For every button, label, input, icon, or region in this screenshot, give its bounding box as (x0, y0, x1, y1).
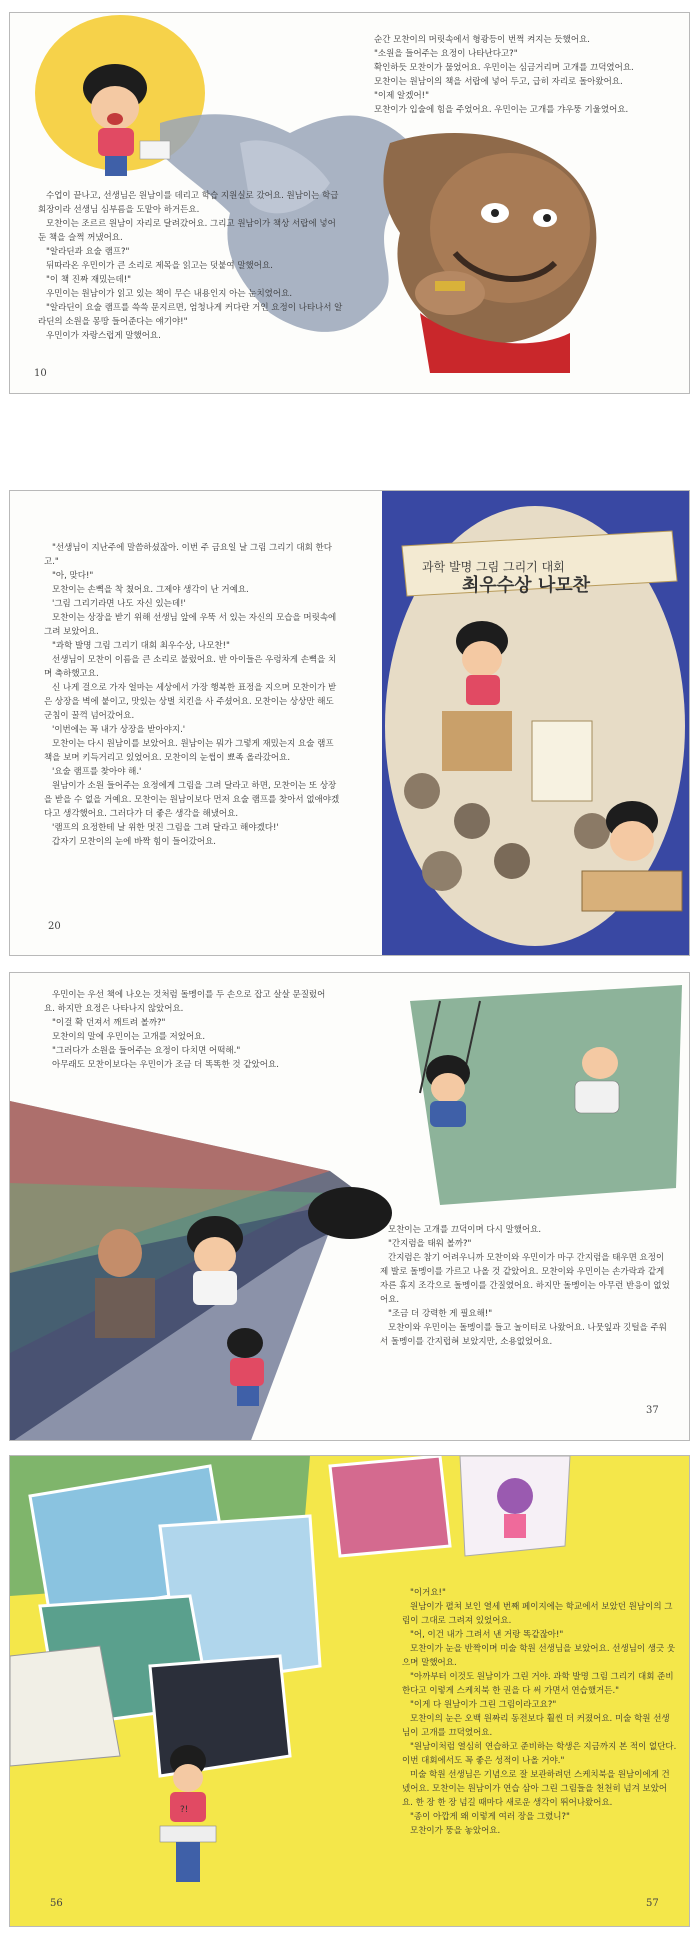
paragraph: "조금 더 강력한 게 필요해!" (388, 1309, 493, 1319)
paragraph: 신 나게 걸으로 가자 얼마는 세상에서 가장 행복한 표정을 지으며 모찬이가 받은 상장을 벽에 붙이고, 맛있는 상벌 치킨을 사 주셨어요. 모찬이는 상상만 해도 군침이 꿀꺽 넘어갔어요. (44, 683, 337, 721)
paragraph: '이번에는 꼭 내가 상장을 받아야지.' (52, 725, 186, 735)
paragraph: 우민이가 자랑스럽게 말했어요. (46, 331, 161, 341)
paragraph: "어, 이건 내가 그려서 낸 거랑 똑같잖아!" (410, 1630, 564, 1640)
spread-page-20 (9, 490, 690, 956)
page-number-left: 56 (50, 1898, 63, 1909)
paragraph: 우민이는 원남이가 읽고 있는 책이 무슨 내용인지 아는 눈치였어요. (46, 289, 293, 299)
paragraph: 갑자기 모찬이의 눈에 바짝 힘이 들어갔어요. (52, 837, 217, 847)
page-10-text-right (366, 33, 666, 117)
shirt-mark: ?! (180, 1805, 189, 1815)
page-number-right: 57 (646, 1898, 659, 1909)
paragraph: 모찬이는 고개를 끄덕이며 다시 말했어요. (388, 1225, 542, 1235)
paragraph: "소원을 들어주는 요정이 나타난다고?" (374, 49, 518, 59)
paragraph: 모찬이가 뚱을 놓았어요. (410, 1826, 501, 1836)
paragraph: 순간 모찬이의 머릿속에서 형광등이 번쩍 켜지는 듯했어요. (374, 35, 590, 45)
spread-page-56-57 (9, 1455, 690, 1927)
paragraph: 확인하듯 모찬이가 물었어요. 우민이는 심금거리며 고개를 끄덕였어요. (374, 63, 634, 73)
paragraph: 모찬이와 우민이는 돌멩이를 들고 놀이터로 나왔어요. 나뭇잎과 깃털을 주워서 돌멩이를 간지럽혀 보았지만, 소용없었어요. (380, 1323, 667, 1347)
paragraph: 모찬이의 말에 우민이는 고개를 저었어요. (52, 1032, 206, 1042)
paragraph: "그러다가 소원을 들어주는 요정이 다치면 어떡해." (52, 1046, 241, 1056)
page-number: 20 (48, 921, 61, 932)
award-classroom-illustration (382, 491, 689, 955)
banner-title: 과학 발명 그림 그리기 대회 (422, 560, 565, 574)
paragraph: 원남이가 소원 들어주는 요정에게 그림을 그려 달라고 하면, 모찬이는 또 상장을 받을 수 없을 거예요. 모찬이는 원남이보다 먼저 요술 램프를 찾아서 없애야겠다고 생각했어요. 그러다가 더 좋은 생각을 해냈어요. (44, 781, 340, 819)
paragraph: 수업이 끝나고, 선생님은 원남이를 데리고 학습 지원실로 갔어요. 원남이는 학급 회장이라 선생님 심부름을 도맡아 하거든요. (38, 191, 339, 215)
paragraph: "아까부터 이것도 원남이가 그린 거야. 과학 발명 그림 그리기 대회 준비한다고 이렇게 스케치북 한 권을 다 써 가면서 연습했거든." (402, 1672, 674, 1696)
paragraph: "이 책 진짜 재밌는데!" (46, 275, 132, 285)
paragraph: 모찬이는 상장을 받기 위해 선생님 앞에 우뚝 서 있는 자신의 모습을 머릿속에 그려 보았어요. (44, 613, 337, 637)
paragraph: 모찬이는 손뼉을 착 쳤어요. 그제야 생각이 난 거예요. (52, 585, 249, 595)
paragraph: 모찬이가 눈을 반짝이며 미술 학원 선생님을 보았어요. 선생님이 생긋 웃으며 말했어요. (402, 1644, 676, 1668)
banner-winner: 최우수상 나모찬 (462, 575, 590, 596)
paragraph: 모찬이의 눈은 오백 원짜리 동전보다 훨씬 더 커졌어요. 미술 학원 선생님이 고개를 끄덕였어요. (402, 1714, 670, 1738)
page-20-text (44, 541, 344, 849)
paragraph: 모찬이가 입술에 힘을 주었어요. 우민이는 고개를 갸우뚱 기울였어요. (374, 105, 629, 115)
paragraph: "알라딘이 요술 램프를 쓱쓱 문지르면, 엄청나게 커다란 거인 요정이 나타나서 알라딘의 소원을 몽땅 들어준다는 얘기야!" (38, 303, 343, 327)
paragraph: "알라딘과 요술 램프?" (46, 247, 130, 257)
paragraph: "아, 맞다!" (52, 571, 94, 581)
paragraph: 모찬이는 원남이의 책을 서랍에 넣어 두고, 급히 자리로 돌아왔어요. (374, 77, 623, 87)
paragraph: 뒤따라온 우민이가 큰 소리로 제목을 읽고는 덧붙여 말했어요. (46, 261, 273, 271)
page-10-text-left (38, 189, 344, 343)
page-number: 10 (34, 368, 47, 379)
paragraph: "이게 다 원남이가 그린 그림이라고요?" (410, 1700, 557, 1710)
paragraph: "간지럼을 태워 볼까?" (388, 1239, 472, 1249)
paragraph: "이거요!" (410, 1588, 446, 1598)
paragraph: 우민이는 우선 책에 나오는 것처럼 돌멩이를 두 손으로 잡고 살살 문질렀어요. 하지만 요정은 나타나지 않았어요. (44, 990, 326, 1014)
paragraph: '요술 램프를 찾아야 해.' (52, 767, 142, 777)
page-37-text-bottom (380, 1223, 670, 1349)
paragraph: 원남이가 펼쳐 보인 열세 번째 페이지에는 학교에서 보았던 원남이의 그림이 그대로 그려져 있었어요. (402, 1602, 673, 1626)
spread-page-10 (9, 12, 690, 394)
spread-page-37 (9, 972, 690, 1441)
paragraph: "원남이처럼 열심히 연습하고 준비하는 학생은 지금까지 본 적이 없단다. 이번 대회에서도 꼭 좋은 성적이 나올 거야." (402, 1742, 677, 1766)
paragraph: "과학 발명 그림 그리기 대회 최우수상, 나모찬!" (52, 641, 230, 651)
paragraph: 선생님이 모찬이 이름을 큰 소리로 불렀어요. 반 아이들은 우렁차게 손뼉을 치며 축하했고요. (44, 655, 337, 679)
paragraph: '램프의 요정한테 날 위한 멋진 그림을 그려 달라고 해야겠다!' (52, 823, 279, 833)
page-number: 37 (646, 1405, 659, 1416)
swing-stone-illustration (10, 973, 689, 1440)
paragraph: 모찬이는 다시 원남이를 보았어요. 원남이는 뭐가 그렇게 재밌는지 요술 램프 책을 보며 키득거리고 있었어요. 모찬이의 눈썹이 뾰족 올라갔어요. (44, 739, 334, 763)
paragraph: 간지럼은 참기 어려우니까 모찬이와 우민이가 마구 간지럼을 태우면 요정이 제 발로 돌멩이를 가르고 나올 것 같았어요. 모찬이와 우민이는 손가락과 같게 자른 휴지 조각으로 돌멩이를 간질였어요. 하지만 돌멩이는 아무런 반응이 없었어요. (380, 1253, 670, 1305)
page-57-text (402, 1586, 677, 1838)
paragraph: 모찬이는 조르르 원남이 자리로 달려갔어요. 그리고 원남이가 책상 서랍에 넣어 둔 책을 슬쩍 꺼냈어요. (38, 219, 336, 243)
paragraph: '그림 그리기라면 나도 자신 있는데!' (52, 599, 186, 609)
paragraph: "종이 아깝게 왜 이렇게 여러 장을 그렸니?" (410, 1812, 570, 1822)
paragraph: 미술 학원 선생님은 기념으로 잘 보관하려던 스케치북을 원남이에게 건넸어요. 모찬이는 원남이가 연습 삼아 그린 그림들을 천천히 넘겨 보았어요. 한 장 한 장 넘길 때마다 새로운 생각이 뛰어나왔어요. (402, 1770, 670, 1808)
paragraph: "이걸 확 던져서 깨트려 볼까?" (52, 1018, 166, 1028)
paragraph: "선생님이 지난주에 말씀하셨잖아. 이번 주 금요일 날 그림 그리기 대회 한다고." (44, 543, 332, 567)
paragraph: "이제 알겠어!" (374, 91, 429, 101)
paragraph: 아무래도 모찬이보다는 우민이가 조금 더 똑똑한 것 같았어요. (52, 1060, 279, 1070)
